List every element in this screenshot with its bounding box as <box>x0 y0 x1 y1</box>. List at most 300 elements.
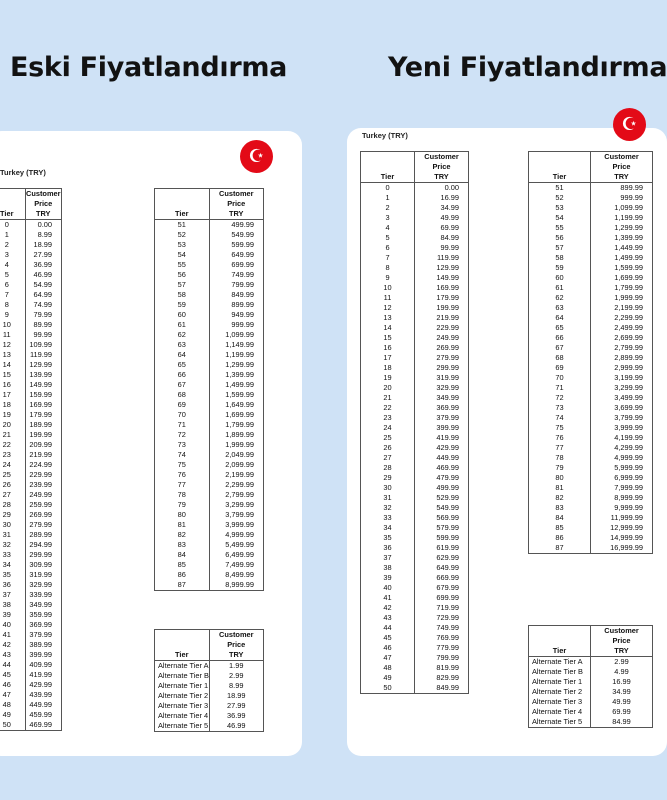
price-cell: 3,499.99 <box>614 393 643 402</box>
price-cell: 8,999.99 <box>225 580 254 589</box>
tier-row <box>529 333 653 343</box>
tier-cell: 83 <box>155 540 210 550</box>
tier-row <box>155 390 264 400</box>
price-cell: 69.99 <box>440 223 459 232</box>
tier-cell: 41 <box>361 593 415 603</box>
price-cell: 99.99 <box>440 243 459 252</box>
price-cell: 419.99 <box>436 433 459 442</box>
header-row <box>155 189 264 200</box>
tier-row <box>361 193 469 203</box>
price-cell: 269.99 <box>29 510 52 519</box>
price-cell: 239.99 <box>29 480 52 489</box>
price-cell: 1,499.99 <box>225 380 254 389</box>
tier-cell: Alternate Tier 4 <box>529 707 591 717</box>
header-row <box>0 189 62 200</box>
tier-row <box>155 400 264 410</box>
old-pricing-title: Eski Fiyatlandırma <box>10 52 288 83</box>
tier-cell: 51 <box>529 183 591 194</box>
header-row <box>155 209 264 220</box>
tier-row <box>361 333 469 343</box>
tier-row <box>529 283 653 293</box>
price-cell: 54.99 <box>33 280 52 289</box>
price-cell: 224.99 <box>29 460 52 469</box>
tier-row <box>529 213 653 223</box>
old-pricing-card <box>0 131 302 756</box>
tier-cell: 58 <box>529 253 591 263</box>
tier-cell: 24 <box>361 423 415 433</box>
price-cell: 319.99 <box>436 373 459 382</box>
tier-row <box>361 623 469 633</box>
tier-row <box>0 390 62 400</box>
tier-row <box>0 580 62 590</box>
tier-header: Tier <box>155 650 210 661</box>
tier-row <box>0 440 62 450</box>
tier-row <box>0 690 62 700</box>
tier-cell: 66 <box>155 370 210 380</box>
blank-header <box>155 189 210 200</box>
tier-row <box>361 613 469 623</box>
tier-row <box>0 480 62 490</box>
price-cell: 6,499.99 <box>225 550 254 559</box>
price-header: Price <box>227 640 246 649</box>
tier-cell: Alternate Tier 3 <box>529 697 591 707</box>
country-label: Turkey (TRY) <box>0 168 46 177</box>
tier-row <box>361 513 469 523</box>
price-cell: 18.99 <box>227 691 246 700</box>
tier-cell: 81 <box>529 483 591 493</box>
price-cell: 2,799.99 <box>225 490 254 499</box>
tier-cell: 27 <box>361 453 415 463</box>
tier-cell: 79 <box>529 463 591 473</box>
tier-cell: 18 <box>0 400 25 410</box>
price-cell: 1,199.99 <box>614 213 643 222</box>
price-cell: 299.99 <box>29 550 52 559</box>
old-tier-table-1 <box>0 188 62 731</box>
tier-row <box>155 420 264 430</box>
tier-row <box>0 650 62 660</box>
tier-row <box>529 403 653 413</box>
price-cell: 379.99 <box>436 413 459 422</box>
tier-cell: 62 <box>529 293 591 303</box>
price-cell: 34.99 <box>440 203 459 212</box>
tier-cell: 20 <box>0 420 25 430</box>
new-tier-table-1 <box>360 151 469 694</box>
price-cell: 189.99 <box>29 420 52 429</box>
tier-cell: 58 <box>155 290 210 300</box>
tier-cell: 76 <box>529 433 591 443</box>
tier-cell: 15 <box>361 333 415 343</box>
price-cell: 2,999.99 <box>614 363 643 372</box>
tier-cell: 43 <box>361 613 415 623</box>
tier-row <box>0 530 62 540</box>
price-cell: 599.99 <box>231 240 254 249</box>
price-cell: 849.99 <box>436 683 459 692</box>
turkey-flag-icon: ☪ <box>613 108 646 141</box>
price-cell: 399.99 <box>436 423 459 432</box>
tier-row <box>0 330 62 340</box>
price-cell: 219.99 <box>436 313 459 322</box>
price-cell: 2,049.99 <box>225 450 254 459</box>
tier-cell: 46 <box>0 680 25 690</box>
tier-row <box>529 543 653 554</box>
price-cell: 949.99 <box>231 310 254 319</box>
tier-cell: 16 <box>0 380 25 390</box>
price-cell: 449.99 <box>436 453 459 462</box>
tier-cell: 53 <box>529 203 591 213</box>
tier-cell: 42 <box>0 640 25 650</box>
header-row <box>529 162 653 172</box>
price-cell: 139.99 <box>29 370 52 379</box>
price-cell: 779.99 <box>436 643 459 652</box>
tier-row <box>361 483 469 493</box>
tier-cell: 12 <box>361 303 415 313</box>
price-cell: 8,999.99 <box>614 493 643 502</box>
price-cell: 7,999.99 <box>614 483 643 492</box>
tier-row <box>155 460 264 470</box>
tier-cell: 78 <box>529 453 591 463</box>
price-cell: 1,299.99 <box>225 360 254 369</box>
tier-row <box>361 343 469 353</box>
tier-cell: 49 <box>0 710 25 720</box>
tier-cell: 32 <box>361 503 415 513</box>
tier-cell: 48 <box>361 663 415 673</box>
price-cell: 129.99 <box>436 263 459 272</box>
price-cell: 249.99 <box>436 333 459 342</box>
tier-row <box>361 223 469 233</box>
tier-row <box>155 450 264 460</box>
tier-cell: Alternate Tier 5 <box>529 717 591 728</box>
price-cell: 1,999.99 <box>614 293 643 302</box>
tier-row <box>0 520 62 530</box>
tier-cell: 60 <box>155 310 210 320</box>
tier-cell: 46 <box>361 643 415 653</box>
tier-cell: 9 <box>0 310 25 320</box>
tier-cell: 21 <box>361 393 415 403</box>
tier-cell: 84 <box>529 513 591 523</box>
tier-cell: 8 <box>361 263 415 273</box>
tier-row <box>155 320 264 330</box>
price-cell: 16.99 <box>612 677 631 686</box>
tier-row <box>529 273 653 283</box>
tier-row <box>529 493 653 503</box>
tier-row <box>155 701 264 711</box>
tier-cell: 29 <box>0 510 25 520</box>
tier-cell: 1 <box>0 230 25 240</box>
price-cell: 1,799.99 <box>614 283 643 292</box>
new-pricing-title: Yeni Fiyatlandırma <box>388 52 667 83</box>
price-cell: 4,999.99 <box>614 453 643 462</box>
tier-cell: 21 <box>0 430 25 440</box>
tier-row <box>0 230 62 240</box>
price-cell: 649.99 <box>436 563 459 572</box>
tier-row <box>529 717 653 728</box>
tier-row <box>529 383 653 393</box>
tier-cell: 55 <box>529 223 591 233</box>
tier-row <box>529 293 653 303</box>
new-tier-table-2 <box>528 151 653 554</box>
tier-row <box>361 383 469 393</box>
tier-row <box>0 370 62 380</box>
tier-row <box>529 393 653 403</box>
price-cell: 499.99 <box>231 220 254 229</box>
tier-cell: 0 <box>0 220 25 231</box>
tier-cell: 79 <box>155 500 210 510</box>
price-cell: 3,799.99 <box>225 510 254 519</box>
tier-row <box>361 503 469 513</box>
tier-cell: 45 <box>0 670 25 680</box>
tier-cell: 26 <box>0 480 25 490</box>
tier-cell: 75 <box>155 460 210 470</box>
tier-row <box>0 660 62 670</box>
price-cell: 3,999.99 <box>614 423 643 432</box>
header-row <box>0 209 62 220</box>
old-alternate-tier-table <box>154 629 264 732</box>
tier-row <box>155 370 264 380</box>
price-cell: 419.99 <box>29 670 52 679</box>
price-cell: 349.99 <box>29 600 52 609</box>
price-cell: 179.99 <box>436 293 459 302</box>
tier-row <box>361 263 469 273</box>
tier-cell: 37 <box>361 553 415 563</box>
tier-cell: 72 <box>155 430 210 440</box>
tier-cell: 39 <box>361 573 415 583</box>
price-cell: 799.99 <box>436 653 459 662</box>
price-cell: 459.99 <box>29 710 52 719</box>
tier-row <box>0 550 62 560</box>
price-header: Customer <box>424 152 459 161</box>
header-row <box>529 636 653 646</box>
price-cell: 309.99 <box>29 560 52 569</box>
tier-cell: 68 <box>529 353 591 363</box>
tier-row <box>361 183 469 194</box>
price-cell: 269.99 <box>436 343 459 352</box>
tier-row <box>529 313 653 323</box>
price-cell: 0.00 <box>37 220 52 229</box>
price-cell: 569.99 <box>436 513 459 522</box>
turkey-flag-icon: ☪ <box>240 140 273 173</box>
price-cell: 379.99 <box>29 630 52 639</box>
price-cell: 64.99 <box>33 290 52 299</box>
tier-row <box>529 223 653 233</box>
tier-cell: 82 <box>155 530 210 540</box>
price-cell: 1,599.99 <box>225 390 254 399</box>
price-cell: 799.99 <box>231 280 254 289</box>
tier-cell: 54 <box>155 250 210 260</box>
tier-row <box>0 270 62 280</box>
tier-cell: 52 <box>155 230 210 240</box>
tier-cell: 6 <box>0 280 25 290</box>
price-cell: 2,199.99 <box>614 303 643 312</box>
tier-cell: 77 <box>529 443 591 453</box>
tier-cell: 57 <box>155 280 210 290</box>
price-cell: 329.99 <box>436 383 459 392</box>
tier-row <box>361 523 469 533</box>
price-cell: 27.99 <box>33 250 52 259</box>
tier-row <box>0 320 62 330</box>
price-header: Price <box>34 199 53 208</box>
tier-row <box>155 350 264 360</box>
tier-cell: 71 <box>155 420 210 430</box>
tier-row <box>0 620 62 630</box>
tier-row <box>361 363 469 373</box>
tier-row <box>529 677 653 687</box>
tier-row <box>155 310 264 320</box>
tier-row <box>0 570 62 580</box>
price-cell: 1,149.99 <box>225 340 254 349</box>
tier-row <box>0 610 62 620</box>
tier-cell: 17 <box>0 390 25 400</box>
header-row <box>529 646 653 657</box>
tier-cell: 37 <box>0 590 25 600</box>
header-row <box>361 162 469 172</box>
tier-cell: 67 <box>529 343 591 353</box>
tier-row <box>361 683 469 694</box>
price-cell: 679.99 <box>436 583 459 592</box>
price-cell: 84.99 <box>440 233 459 242</box>
header-row <box>155 630 264 641</box>
tier-row <box>155 360 264 370</box>
tier-row <box>529 707 653 717</box>
price-cell: 49.99 <box>612 697 631 706</box>
tier-row <box>529 433 653 443</box>
tier-row <box>361 553 469 563</box>
tier-row <box>529 533 653 543</box>
tier-row <box>361 453 469 463</box>
price-cell: 5,999.99 <box>614 463 643 472</box>
tier-row <box>155 661 264 672</box>
tier-cell: 55 <box>155 260 210 270</box>
price-cell: 84.99 <box>612 717 631 726</box>
tier-cell: 72 <box>529 393 591 403</box>
tier-row <box>361 293 469 303</box>
price-cell: 16,999.99 <box>610 543 643 552</box>
price-cell: 1,899.99 <box>225 430 254 439</box>
tier-cell: Alternate Tier 1 <box>155 681 210 691</box>
tier-row <box>529 373 653 383</box>
tier-row <box>0 560 62 570</box>
tier-row <box>529 323 653 333</box>
price-cell: 46.99 <box>227 721 246 730</box>
tier-cell: 82 <box>529 493 591 503</box>
header-row <box>155 640 264 650</box>
tier-cell: 47 <box>361 653 415 663</box>
tier-cell: 51 <box>155 220 210 231</box>
header-row <box>155 650 264 661</box>
price-cell: 1,299.99 <box>614 223 643 232</box>
tier-cell: 48 <box>0 700 25 710</box>
tier-cell: 36 <box>0 580 25 590</box>
tier-cell: 74 <box>529 413 591 423</box>
tier-row <box>155 570 264 580</box>
tier-cell: Alternate Tier B <box>155 671 210 681</box>
tier-row <box>155 330 264 340</box>
tier-cell: 80 <box>155 510 210 520</box>
price-cell: 159.99 <box>29 390 52 399</box>
tier-row <box>361 633 469 643</box>
price-cell: 449.99 <box>29 700 52 709</box>
blank-header <box>529 636 591 646</box>
price-cell: 36.99 <box>33 260 52 269</box>
tier-row <box>361 213 469 223</box>
price-cell: 34.99 <box>612 687 631 696</box>
tier-cell: 34 <box>0 560 25 570</box>
price-cell: 2,899.99 <box>614 353 643 362</box>
tier-cell: 25 <box>361 433 415 443</box>
tier-cell: 28 <box>361 463 415 473</box>
tier-row <box>361 283 469 293</box>
tier-cell: 85 <box>155 560 210 570</box>
tier-row <box>361 203 469 213</box>
tier-cell: 26 <box>361 443 415 453</box>
tier-cell: 38 <box>0 600 25 610</box>
tier-cell: 22 <box>361 403 415 413</box>
price-cell: 209.99 <box>29 440 52 449</box>
tier-row <box>155 490 264 500</box>
tier-row <box>0 280 62 290</box>
tier-cell: 5 <box>0 270 25 280</box>
tier-cell: 19 <box>361 373 415 383</box>
tier-row <box>361 673 469 683</box>
tier-row <box>155 480 264 490</box>
price-cell: 3,699.99 <box>614 403 643 412</box>
tier-row <box>155 540 264 550</box>
tier-cell: 74 <box>155 450 210 460</box>
price-header: TRY <box>434 172 449 181</box>
price-cell: 1,099.99 <box>614 203 643 212</box>
tier-row <box>361 413 469 423</box>
price-cell: 14,999.99 <box>610 533 643 542</box>
price-cell: 399.99 <box>29 650 52 659</box>
tier-cell: 19 <box>0 410 25 420</box>
tier-cell: 4 <box>361 223 415 233</box>
price-cell: 294.99 <box>29 540 52 549</box>
price-cell: 699.99 <box>231 260 254 269</box>
tier-row <box>155 240 264 250</box>
price-cell: 2.99 <box>229 671 244 680</box>
price-cell: 1,499.99 <box>614 253 643 262</box>
tier-cell: 34 <box>361 523 415 533</box>
tier-row <box>155 711 264 721</box>
price-cell: 3,299.99 <box>225 500 254 509</box>
price-header: Customer <box>219 630 254 639</box>
tier-header: Tier <box>529 172 591 183</box>
price-cell: 9,999.99 <box>614 503 643 512</box>
tier-cell: 9 <box>361 273 415 283</box>
tier-row <box>0 590 62 600</box>
price-cell: 469.99 <box>436 463 459 472</box>
price-cell: 1,399.99 <box>614 233 643 242</box>
price-cell: 2,099.99 <box>225 460 254 469</box>
price-cell: 409.99 <box>29 660 52 669</box>
tier-cell: 64 <box>155 350 210 360</box>
header-row <box>361 172 469 183</box>
price-cell: 549.99 <box>436 503 459 512</box>
tier-row <box>0 640 62 650</box>
tier-row <box>529 483 653 493</box>
tier-row <box>361 273 469 283</box>
tier-cell: 29 <box>361 473 415 483</box>
tier-cell: 60 <box>529 273 591 283</box>
tier-row <box>529 463 653 473</box>
tier-row <box>0 470 62 480</box>
price-header: Price <box>612 162 631 171</box>
price-cell: 289.99 <box>29 530 52 539</box>
tier-cell: 40 <box>361 583 415 593</box>
price-header: Price <box>612 636 631 645</box>
tier-row <box>155 260 264 270</box>
tier-row <box>529 687 653 697</box>
price-cell: 169.99 <box>436 283 459 292</box>
